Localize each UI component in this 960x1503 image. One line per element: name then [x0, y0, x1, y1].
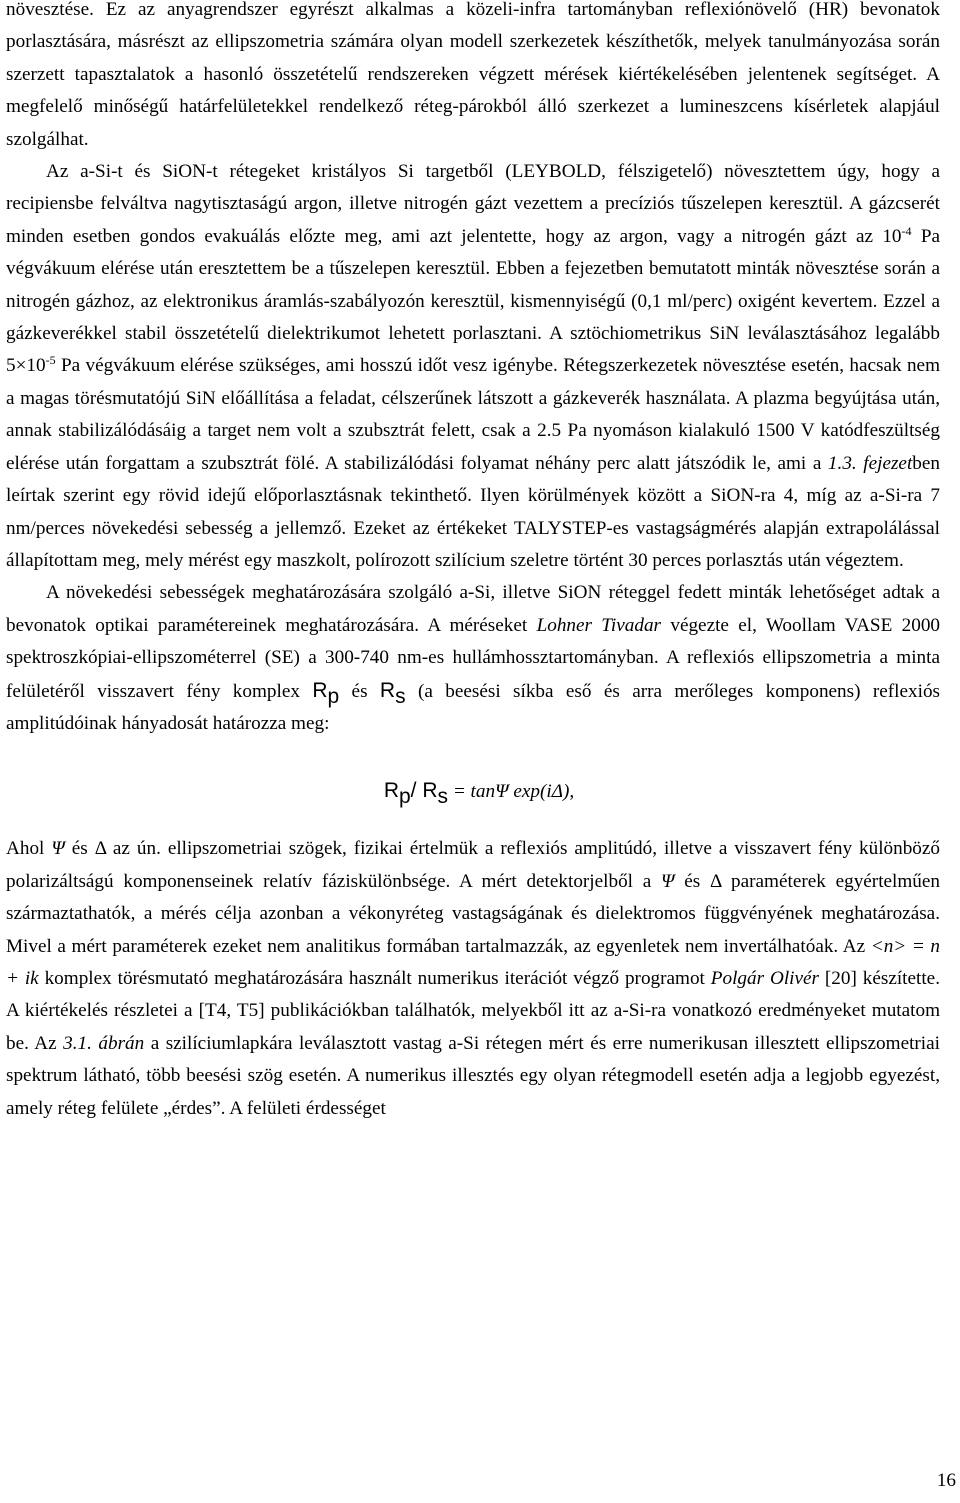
- exponent-2: -5: [45, 353, 56, 368]
- paragraph-ellipsometry-text-3: és: [339, 680, 380, 702]
- equation: [18, 775, 940, 808]
- paragraph-deposition-text-4: ben leírtak szerint egy rövid idejű előporlasztásnak tekinthető. Ilyen körülmények között a SiON-ra 4, míg az a-Si-ra 7 nm/perces növekedési sebesség a jellemző. Ezeket az értékeket TALYSTEP-es vastagságmérés alapján extrapolálással állapítottam meg, mely mérést egy maszkolt, polírozott szilícium szeletre történt 30 perces porlasztás után végeztem.: [6, 452, 941, 571]
- symbol-s-subscript: s: [395, 684, 406, 708]
- paragraph-ellipsometry-text-2: végezte el, Woollam VASE 2000 spektroszkópiai-ellipszométerrel (SE) a 300-740 nm-es hullámhossztartományban. A reflexiós ellipszometria a minta felületéről visszavert fény komplex: [6, 614, 941, 702]
- paragraph-angles-text-2: és Δ az ún. ellipszometriai szögek, fizikai értelmük a reflexiós amplitúdó, illetve a visszavert fény különböző polarizáltságú komponenseinek relatív fáziskülönbsége. A mért detektorjelből a: [6, 838, 941, 892]
- paragraph-deposition-text-2: Pa végvákuum elérése után eresztettem be a tűszelepen keresztül. Ebben a fejezetben bemutatott minták növesztése során a nitrogén gázhoz, az elektronikus áramlás-szabályozón keresztül, kismennyiségű (0,1 ml/perc) oxigént kevertem. Ezzel a gázkeverékkel stabil összetételű dielektrikumot lehetett porlasztani. A sztöchiometrikus SiN leválasztásához legalább 5×10: [6, 225, 941, 377]
- paragraph-angles-text-3: és Δ paraméterek egyértelműen származtathatók, a mérés célja azonban a vékonyréteg vastagságának és dielektromos függvényének meghatározása. Mivel a mért paraméterek ezeket nem analitikus formában tartalmazzák, az egyenletek nem invertálhatóak. Az: [6, 870, 941, 957]
- symbol-p-subscript: p: [327, 684, 340, 708]
- paragraph-ellipsometry-text-4: (a beesési síkba eső és arra merőleges komponens) reflexiós amplitúdóinak hányadosát határozza meg:: [6, 680, 941, 734]
- equation-sub-p: p: [398, 785, 411, 809]
- symbol-r-s: R: [379, 678, 396, 702]
- paragraph-deposition: [6, 156, 940, 577]
- section-reference: 1.3. fejezet: [827, 452, 913, 474]
- paragraph-intro-text: növesztése. Ez az anyagrendszer egyrészt alkalmas a közeli-infra tartományban reflexiónövelő (HR) bevonatok porlasztására, másrészt az ellipszometria számára olyan modell szerkezetek készíthetők, melyek tanulmányozása során szerzett tapasztalatok a hasonló összetételű rendszereken végzett mérések kiértékelésében jelentenek segítséget. A megfelelő minőségű határfelületekkel rendelkező réteg-párokból álló szerkezet a lumineszcens kísérletek alapjául szolgálhat.: [6, 0, 940, 150]
- person-name-lohner: Lohner Tivadar: [536, 614, 662, 636]
- equation-slash: /: [410, 779, 423, 803]
- paragraph-ellipsometry-text-1: A növekedési sebességek meghatározására szolgáló a-Si, illetve SiON réteggel fedett minták lehetőséget adtak a bevonatok optikai paramétereinek meghatározására. A méréseket: [6, 582, 940, 636]
- symbol-psi: Ψ: [51, 838, 65, 860]
- equation-sub-s: s: [437, 785, 449, 809]
- exponent-1: -4: [901, 223, 912, 238]
- symbol-r: R: [312, 678, 328, 702]
- paragraph-deposition-text-3: Pa végvákuum elérése szükséges, ami hosszú időt vesz igénybe. Rétegszerkezetek növesztése esetén, hacsak nem a magas törésmutatójú SiN előállítása a feladat, célszerűnek látszott a gázkeverék használata. A plazma begyújtása után, annak stabilizálódásáig a target nem volt a szubsztrát felett, csak a 2.5 Pa nyomáson kialakuló 1500 V katódfeszültség elérése után forgattam a szubsztrát fölé. A stabilizálódási folyamat néhány perc alatt játszódik le, ami a: [6, 355, 940, 474]
- equation-exp: exp(iΔ),: [508, 781, 575, 803]
- refractive-index-formula: <n> = n + ik: [6, 935, 940, 989]
- person-name-polgar: Polgár Olivér: [710, 967, 819, 989]
- paragraph-intro: [6, 0, 940, 156]
- document-page: [6, 0, 940, 1125]
- equation-r1: R: [383, 779, 399, 803]
- paragraph-angles-text-1: Ahol: [6, 838, 52, 860]
- paragraph-angles-text-5: [20] készítette. A kiértékelés részletei a [T4, T5] publikációkban találhatók, melyekből itt az a-Si-ra vonatkozó eredményeket mutatom be. Az: [6, 967, 940, 1054]
- paragraph-angles-text-4: komplex törésmutató meghatározására használt numerikus iterációt végző programot: [38, 967, 711, 989]
- figure-reference: 3.1. ábrán: [63, 1032, 145, 1054]
- equation-tan: = tan: [448, 781, 496, 803]
- equation-psi: Ψ: [495, 781, 509, 803]
- paragraph-angles: [6, 833, 940, 1125]
- symbol-psi-2: Ψ: [661, 870, 675, 892]
- paragraph-deposition-text-1: Az a-Si-t és SiON-t rétegeket kristályos Si targetből (LEYBOLD, félszigetelő) növesztettem úgy, hogy a recipiensbe felváltva nagytisztaságú argon, illetve nitrogén gázt vezettem a precíziós tűszelepen keresztül. A gázcserét minden esetben gondos evakuálás előzte meg, ami azt jelentette, hogy az argon, vagy a nitrogén gázt az 10: [6, 161, 940, 247]
- page-number: 16: [936, 1470, 956, 1491]
- equation-r2: R: [422, 779, 438, 803]
- paragraph-ellipsometry: [6, 577, 940, 740]
- paragraph-angles-text-6: a szilíciumlapkára leválasztott vastag a-Si rétegen mért és erre numerikusan illesztett ellipszometriai spektrum látható, több beesési szög esetén. A numerikus illesztés egy olyan rétegmodell esetén adja a legjobb egyezést, amely réteg felülete „érdes”. A felületi érdességet: [6, 1032, 940, 1119]
